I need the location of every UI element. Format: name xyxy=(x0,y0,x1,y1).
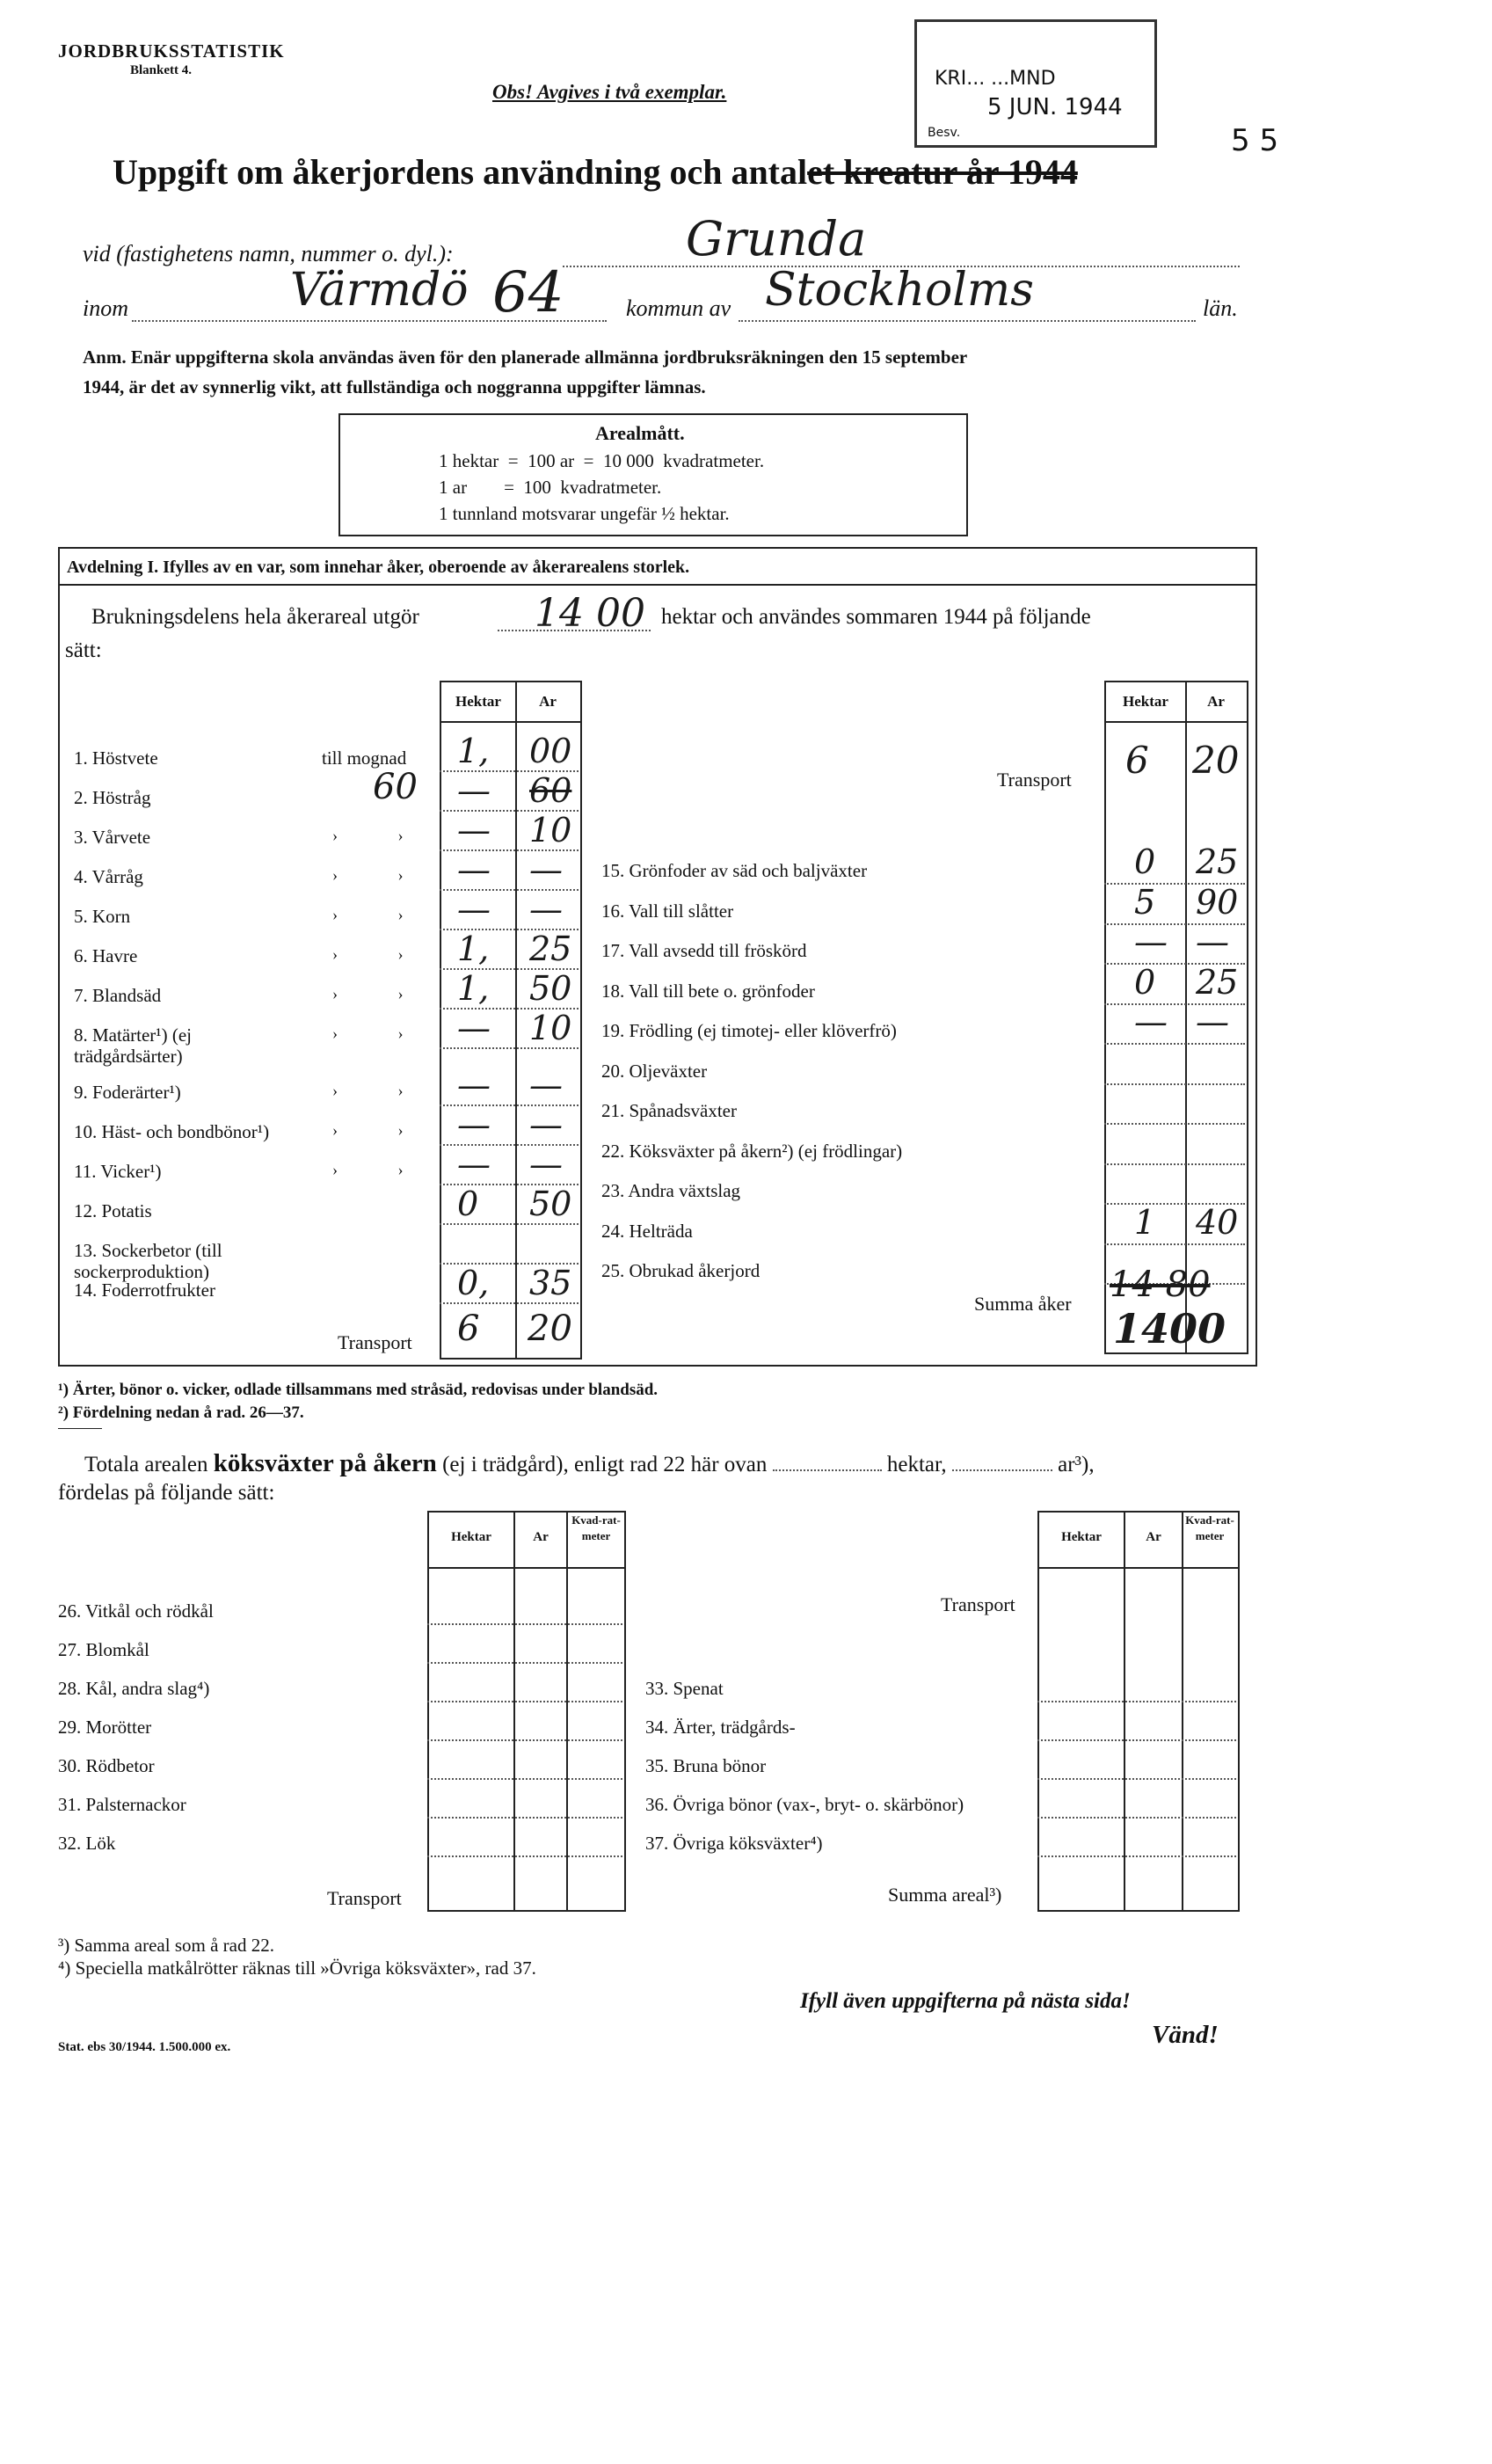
turn-over-note: Vänd! xyxy=(1152,2021,1219,2049)
s2-intro-b: köksväxter på åkern xyxy=(213,1449,437,1477)
ditto-marks: › › xyxy=(332,827,432,844)
ditto-marks: › › xyxy=(332,985,432,1002)
vegetable-row-label: 27. Blomkål xyxy=(58,1639,149,1660)
submission-note: Obs! Avgives i två exemplar. xyxy=(492,81,727,103)
right-col-hektar: Hektar xyxy=(1123,693,1168,710)
crop-row-ar[interactable]: — xyxy=(529,1105,563,1144)
stamp-date: 5 JUN. 1944 xyxy=(987,94,1123,120)
right-col-ar: Ar xyxy=(1207,693,1225,710)
crop-row-label: 25. Obrukad åkerjord xyxy=(601,1260,761,1281)
crop-row-label: 19. Frödling (ej timotej- eller klöverfrö) xyxy=(601,1020,897,1041)
vegetable-row-label: 35. Bruna bönor xyxy=(645,1755,767,1776)
left-col-hektar: Hektar xyxy=(455,693,501,710)
crop-row-hektar[interactable]: 0 xyxy=(1134,842,1156,881)
s2-left-col-hektar: Hektar xyxy=(451,1530,491,1544)
s2-intro-a: Totala arealen xyxy=(84,1453,208,1476)
number-value: 64 xyxy=(492,260,564,325)
crop-row-hektar[interactable]: — xyxy=(457,1009,491,1047)
crop-row-ar[interactable]: — xyxy=(529,1145,563,1184)
crop-row-label: 21. Spånadsväxter xyxy=(601,1100,737,1121)
left-transport-ar[interactable]: 20 xyxy=(528,1309,572,1349)
crop-row-label: 15. Grönfoder av säd och baljväxter xyxy=(601,860,868,881)
vegetable-row-label: 26. Vitkål och rödkål xyxy=(58,1600,214,1622)
crop-row-label: 22. Köksväxter på åkern²) (ej frödlingar) xyxy=(601,1140,903,1162)
crop-row-ar[interactable]: 00 xyxy=(529,732,572,770)
summa-aker-label: Summa åker xyxy=(974,1293,1072,1315)
vegetable-row-label: 36. Övriga bönor (vax-, bryt- o. skärbönor) xyxy=(645,1794,964,1815)
till-mognad-label: till mognad xyxy=(322,747,407,769)
right-transport-label: Transport xyxy=(997,769,1072,791)
office-title: JORDBRUKSSTATISTIK xyxy=(58,40,285,62)
intro-part-c: sätt: xyxy=(65,638,102,662)
crop-row-label: 1. Höstvete xyxy=(74,747,158,769)
area-unit-2: 1 ar = 100 kvadratmeter. xyxy=(439,477,662,498)
s2-intro-d: hektar, xyxy=(886,1453,947,1476)
left-col-ar: Ar xyxy=(539,693,557,710)
crop-row-label: 10. Häst- och bondbönor¹) xyxy=(74,1121,270,1142)
crop-row-label: 17. Vall avsedd till fröskörd xyxy=(601,940,807,961)
lan-label: län. xyxy=(1203,295,1238,321)
print-info: Stat. ebs 30/1944. 1.500.000 ex. xyxy=(58,2040,231,2054)
crop-row-hektar[interactable]: — xyxy=(457,890,491,929)
crop-row-hektar[interactable]: — xyxy=(457,811,491,849)
crop-row-label: 20. Oljeväxter xyxy=(601,1060,708,1082)
s2-right-col-hektar: Hektar xyxy=(1061,1530,1102,1544)
crop-row-label: 13. Sockerbetor (till sockerproduktion) xyxy=(74,1240,222,1282)
vegetable-row-label: 30. Rödbetor xyxy=(58,1755,155,1776)
s2-left-col-kvm: Kvad-rat-meter xyxy=(571,1513,621,1542)
footnote-1: ¹) Ärter, bönor o. vicker, odlade tillsammans med stråsäd, redovisas under blandsäd. xyxy=(58,1381,659,1399)
crop-row-hektar[interactable]: — xyxy=(457,850,491,889)
area-unit-1: 1 hektar = 100 ar = 10 000 kvadratmeter. xyxy=(439,450,765,471)
crop-row-hektar[interactable]: 0 xyxy=(457,1185,479,1223)
note-line-2: 1944, är det av synnerlig vikt, att fullständiga och noggranna uppgifter lämnas. xyxy=(83,376,706,397)
crop-row-hektar[interactable]: — xyxy=(457,771,491,810)
crop-row-hektar[interactable]: 0, xyxy=(457,1264,490,1302)
ditto-marks: › › xyxy=(332,906,432,923)
crop-row-label: 14. Foderrotfrukter xyxy=(74,1279,215,1301)
crop-row-hektar[interactable]: 1 xyxy=(1134,1202,1156,1242)
crop-row-label: 9. Foderärter¹) xyxy=(74,1082,181,1103)
handwritten-60: 60 xyxy=(373,767,418,807)
right-transport-hektar[interactable]: 6 xyxy=(1125,739,1149,782)
crop-row-ar[interactable]: 40 xyxy=(1196,1202,1239,1242)
ditto-marks: › › xyxy=(332,945,432,963)
form-title xyxy=(113,151,1078,193)
crop-row-label: 24. Helträda xyxy=(601,1220,693,1242)
vegetable-row-label: 32. Lök xyxy=(58,1833,116,1854)
vegetable-row-label: 34. Ärter, trädgårds- xyxy=(645,1717,796,1738)
crop-row-label: 16. Vall till slåtter xyxy=(601,900,734,922)
kommun-value: Stockholms xyxy=(765,264,1034,317)
ditto-marks: › › xyxy=(332,1161,432,1178)
s2-intro-e: ar³), xyxy=(1058,1453,1095,1476)
crop-row-label: 5. Korn xyxy=(74,906,131,927)
inom-value: Värmdö xyxy=(290,264,469,317)
area-units-box xyxy=(338,413,968,536)
crop-row-ar[interactable]: 10 xyxy=(529,811,572,849)
crop-row-label: 4. Vårråg xyxy=(74,866,143,887)
crop-row-ar[interactable]: 25 xyxy=(529,929,572,968)
form-title-struck: et kreatur år 1944 xyxy=(807,152,1078,192)
left-transport-label: Transport xyxy=(338,1331,412,1353)
crop-row-label: 11. Vicker¹) xyxy=(74,1161,162,1182)
crop-row-label: 3. Vårvete xyxy=(74,827,151,848)
ditto-marks: › › xyxy=(332,1121,432,1139)
crop-row-label: 7. Blandsäd xyxy=(74,985,162,1006)
left-transport-hektar[interactable]: 6 xyxy=(457,1309,480,1349)
received-stamp xyxy=(914,19,1157,148)
crop-row-ar[interactable]: — xyxy=(529,1066,563,1104)
crop-row-hektar[interactable]: — xyxy=(1134,1002,1168,1041)
vegetable-row-label: 33. Spenat xyxy=(645,1678,724,1699)
s2-left-col-ar: Ar xyxy=(533,1530,549,1544)
ditto-marks: › › xyxy=(332,866,432,884)
area-units-title: Arealmått. xyxy=(595,422,685,444)
crop-row-hektar[interactable]: 1, xyxy=(457,929,490,968)
inom-label: inom xyxy=(83,295,128,321)
s2-right-transport: Transport xyxy=(941,1593,1015,1615)
crop-row-hektar[interactable]: 5 xyxy=(1134,882,1156,922)
summa-aker-value[interactable]: 1400 xyxy=(1113,1305,1226,1352)
crop-row-ar[interactable]: 10 xyxy=(529,1009,572,1047)
crop-row-ar[interactable]: — xyxy=(1196,1002,1229,1041)
vegetable-row-label: 31. Palsternackor xyxy=(58,1794,186,1815)
crop-row-ar[interactable]: 50 xyxy=(529,1185,572,1223)
s2-left-transport: Transport xyxy=(327,1887,402,1909)
intro-part-a: Brukningsdelens hela åkerareal utgör xyxy=(91,605,419,629)
s2-right-col-kvm: Kvad-rat-meter xyxy=(1185,1513,1234,1542)
total-area-value[interactable]: 14 00 xyxy=(535,591,645,636)
crop-row-hektar[interactable]: — xyxy=(457,1066,491,1104)
crop-row-hektar[interactable]: 1, xyxy=(457,969,490,1008)
crop-row-ar[interactable]: 35 xyxy=(529,1264,572,1302)
crop-row-label: 6. Havre xyxy=(74,945,138,966)
crop-row-ar[interactable]: — xyxy=(529,890,563,929)
crop-row-hektar[interactable]: 1, xyxy=(457,732,490,770)
crop-row-ar[interactable]: 90 xyxy=(1196,882,1239,922)
s2-right-table xyxy=(1037,1511,1240,1912)
stamp-office: KRI... ...MND xyxy=(935,68,1056,90)
crop-row-hektar[interactable]: 0 xyxy=(1134,962,1156,1002)
crop-row-ar[interactable]: 25 xyxy=(1196,842,1239,881)
vegetable-row-label: 37. Övriga köksväxter⁴) xyxy=(645,1833,823,1854)
s2-right-col-ar: Ar xyxy=(1146,1530,1161,1544)
crop-row-ar[interactable]: — xyxy=(529,850,563,889)
intro-part-b: hektar och användes sommaren 1944 på följande xyxy=(661,605,1091,629)
crop-row-label: 2. Höstråg xyxy=(74,787,151,808)
summa-aker-struck: 14 80 xyxy=(1110,1265,1211,1305)
crop-row-hektar[interactable]: — xyxy=(457,1145,491,1184)
crop-row-label: 8. Matärter¹) (ej trädgårdsärter) xyxy=(74,1024,192,1067)
footnote-2: ²) Fördelning nedan å rad. 26—37. xyxy=(58,1403,304,1422)
ditto-marks: › › xyxy=(332,1024,432,1042)
s2-intro-c: (ej i trädgård), enligt rad 22 här ovan xyxy=(442,1453,768,1476)
stamp-besv: Besv. xyxy=(928,126,961,140)
section-1-intro xyxy=(91,605,419,630)
right-transport-ar[interactable]: 20 xyxy=(1192,739,1240,782)
crop-row-ar[interactable]: — xyxy=(1196,922,1229,961)
footnote-4: ⁴) Speciella matkålrötter räknas till »Övriga köksväxter», rad 37. xyxy=(58,1957,536,1979)
form-title-main: Uppgift om åkerjordens användning och antal xyxy=(113,152,808,192)
crop-row-hektar[interactable]: — xyxy=(457,1105,491,1144)
crop-row-ar[interactable]: 25 xyxy=(1196,962,1239,1002)
crop-row-label: 23. Andra växtslag xyxy=(601,1180,741,1201)
crop-row-ar[interactable]: 50 xyxy=(529,969,572,1008)
vid-value: Grunda xyxy=(686,211,867,266)
crop-row-hektar[interactable]: — xyxy=(1134,922,1168,961)
crop-row-label: 18. Vall till bete o. grönfoder xyxy=(601,980,815,1002)
crop-row-label: 12. Potatis xyxy=(74,1200,152,1221)
crop-row-ar[interactable]: 60 xyxy=(529,771,572,810)
section-2-intro xyxy=(84,1449,1095,1478)
section-1-heading: Avdelning I. Ifylles av en var, som innehar åker, oberoende av åkerarealens storlek. xyxy=(67,558,690,577)
area-unit-3: 1 tunnland motsvarar ungefär ½ hektar. xyxy=(439,503,730,524)
s2-left-table xyxy=(427,1511,626,1912)
s2-summa-areal: Summa areal³) xyxy=(888,1884,1002,1906)
footnote-3: ³) Samma areal som å rad 22. xyxy=(58,1935,274,1956)
fill-next-page-note: Ifyll även uppgifterna på nästa sida! xyxy=(800,1989,1131,2013)
vegetable-row-label: 28. Kål, andra slag⁴) xyxy=(58,1678,210,1699)
kommun-label: kommun av xyxy=(626,295,731,321)
vegetable-row-label: 29. Morötter xyxy=(58,1717,152,1738)
ditto-marks: › › xyxy=(332,1082,432,1099)
vid-label: vid (fastighetens namn, nummer o. dyl.): xyxy=(83,241,454,266)
s2-intro-f: fördelas på följande sätt: xyxy=(58,1481,275,1505)
note-line-1: Anm. Enär uppgifterna skola användas även för den planerade allmänna jordbruksräkningen den 15 september xyxy=(83,346,968,368)
form-number: Blankett 4. xyxy=(130,63,193,77)
margin-number: 5 5 xyxy=(1231,123,1279,158)
